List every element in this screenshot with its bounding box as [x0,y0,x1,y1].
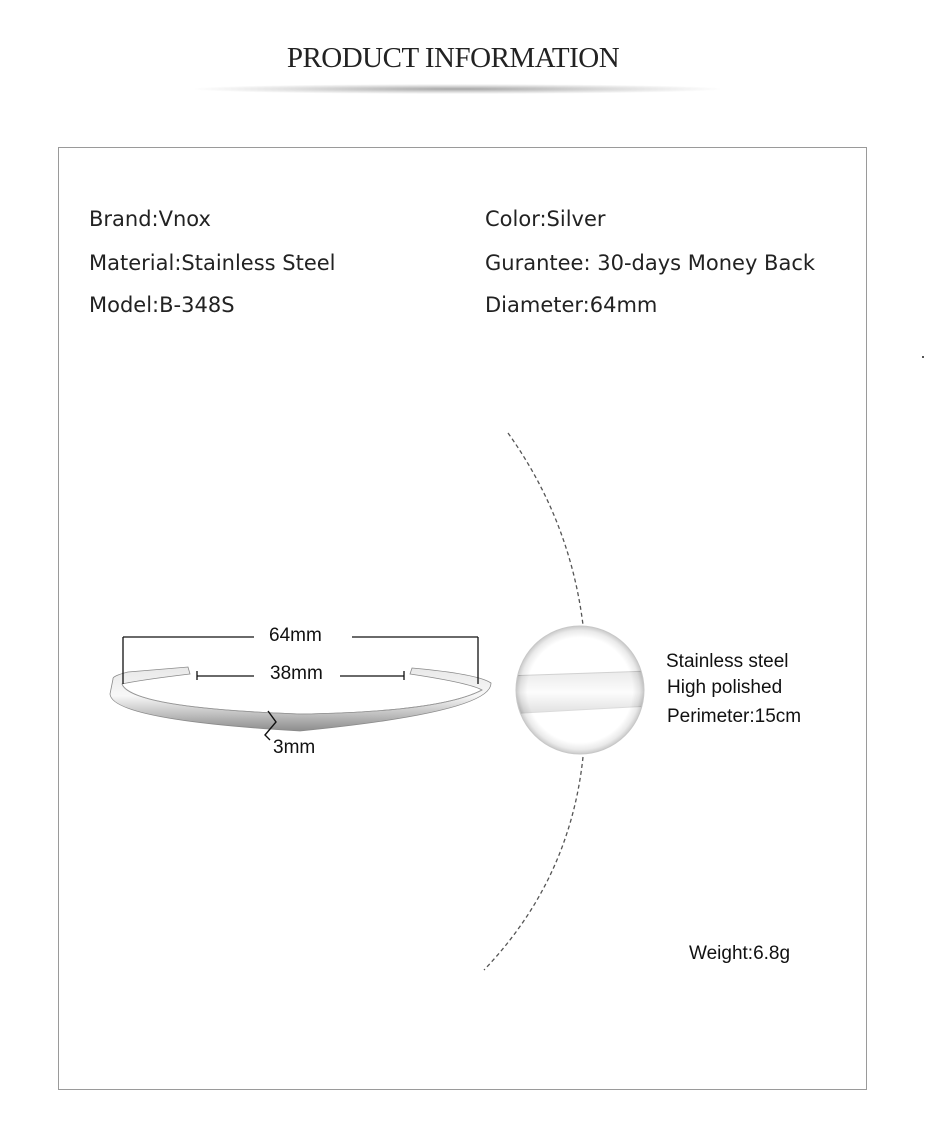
thickness-label: 3mm [273,737,316,758]
spec-diameter: Diameter:64mm [485,293,658,317]
spec-color: Color:Silver [485,207,606,231]
spec-guarantee: Gurantee: 30-days Money Back [485,251,816,275]
weight-label: Weight:6.8g [689,943,791,964]
dashed-arc-lower [484,757,583,970]
spec-brand: Brand:Vnox [89,207,211,231]
stray-dot [922,356,924,358]
inner-gap-label: 38mm [270,663,323,684]
spec-model: Model:B-348S [89,293,235,317]
page-title: PRODUCT INFORMATION [286,42,620,74]
dashed-arc-upper [508,433,583,625]
magnifier-circle [505,626,650,754]
spec-material: Material:Stainless Steel [89,251,336,275]
detail-finish-label: High polished [667,677,783,698]
detail-perimeter-label: Perimeter:15cm [667,706,802,727]
detail-material-label: Stainless steel [666,651,789,672]
outer-width-label: 64mm [269,625,322,646]
